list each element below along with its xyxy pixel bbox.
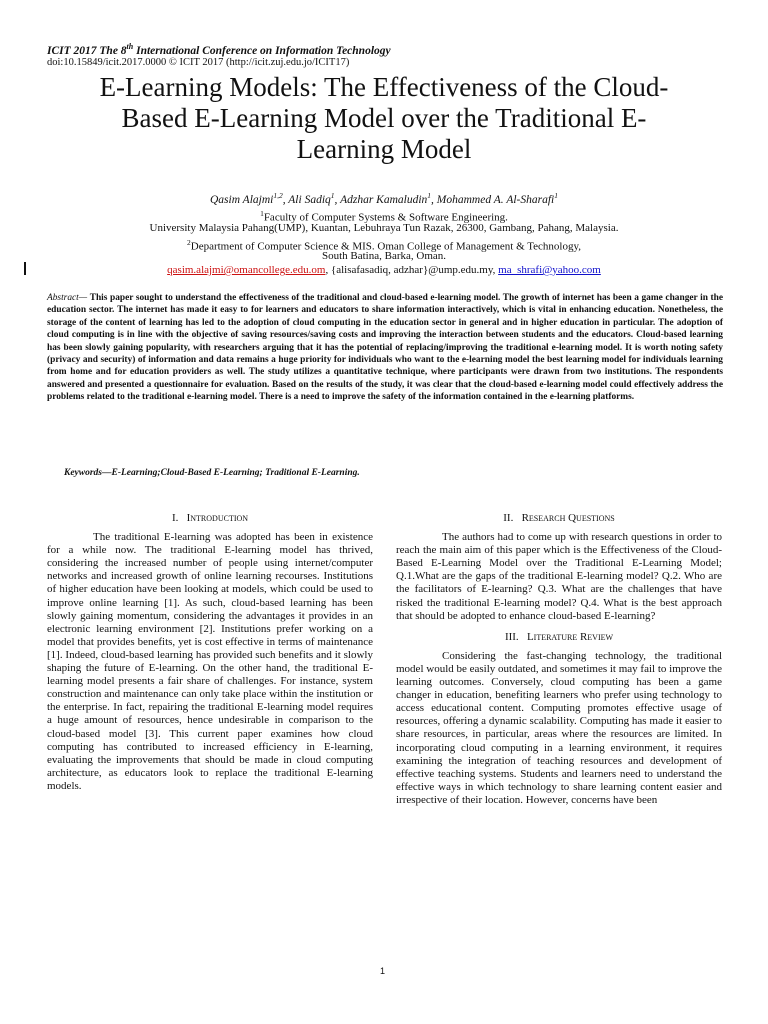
research-questions-paragraph: The authors had to come up with research questions in order to reach the main aim of this paper which is the Effectiveness of the Cloud-Based E-Learning Model over the Traditional E-Learning Model; Q.1.What are the gaps of the traditional E-learning model? Q.2. Who are the facilitators of E-learning? Q.3. What are the challenges that have risked the traditional E-learning model? Q.4. What is the best approach that should be adopted to enhance cloud-based E-learning? bbox=[396, 531, 722, 622]
paper-title bbox=[40, 72, 728, 165]
author-name: Qasim Alajmi bbox=[209, 193, 274, 206]
intro-paragraph: The traditional E-learning was adopted has been in existence for a while now. The traditional E-learning model has thrived, considering the increased number of people using internet/computer networks and increased growth of online learning recourses. Institutions of higher education have been looking at models, which could be used to improve online learning [1]. As such, cloud-based learning has been slowly gaining momentum, considering the advantages it provides in an electronic learning environment [2]. Institutions prefer working on a model that provides benefits, yet is cost effective in terms of maintenance [1]. Indeed, cloud-based learning has provided such benefits and it slowly shaping the future of E-learning. On the other hand, the traditional E-learning model presents a fair share of challenges. For instance, system construction and maintenance can only take place within the institution or the enterprise. In fact, repairing the traditional E-learning model requires a huge amount of resources, hence undesirable in comparison to the cloud-based model [3]. This current paper examines how cloud computing has contributed to increased efficiency in E-learning, evaluating the improvements that should be made in cloud computing architecture, as educators look to replace the traditional E-learning models. bbox=[47, 531, 373, 792]
text-cursor bbox=[24, 262, 26, 275]
affiliation-2: $^2$Department of Computer Science & MIS. Oman College of Management & Technology, bbox=[187, 238, 581, 253]
literature-paragraph: Considering the fast-changing technology, the traditional model would be easily outdated, and sometimes it may fail to improve the learning outcomes. Conversely, cloud computing has been a game changer in education, benefiting learners who prefer using technology to access educational content. Computing promotes effective usage of resources, offering a dynamic scalability. Computing has made it easier to share resources, in particular, areas where the resources are limited. In incorporating cloud computing in a learning environment, it requires examining the integration of teaching resources and development of effective teaching systems. Students and learners need to understand the effective ways in which technology to share learning content easier and irrespective of their location. However, concerns have been bbox=[396, 649, 722, 806]
email-link[interactable]: qasim.alajmi@omancollege.edu.om bbox=[167, 264, 326, 276]
page-number: 1 bbox=[380, 966, 386, 976]
author-name: Mohammed A. Al-Sharafi bbox=[436, 193, 555, 206]
title-line: Based E-Learning Model over the Traditional E- bbox=[121, 103, 647, 133]
right-column bbox=[396, 512, 722, 807]
conference-header: ICIT 2017 The 8th International Conference on Information Technology bbox=[47, 42, 391, 57]
doi-line: doi:10.15849/icit.2017.0000 © ICIT 2017 (http://icit.zuj.edu.jo/ICIT17) bbox=[47, 57, 350, 68]
email-link[interactable]: ma_shrafi@yahoo.com bbox=[498, 264, 601, 276]
abstract-label: Abstract bbox=[47, 293, 79, 303]
section-heading: III. Literature Review bbox=[504, 630, 614, 643]
abstract-text: This paper sought to understand the effectiveness of the traditional and cloud-based e-learning model. The growth of internet has been a game changer in the education sector. The internet has made it easy to for learners and educators to share information interactively, which is vital in enhancing education. Nonetheless, the storage of the content of learning has led to the adoption of cloud computing in the education sector in general and in higher education in particular. The adoption of cloud computing is in line with the objective of saving resources/saving costs and improving the interaction between students and the educators. Cloud-based learning has been slowly gaining popularity, with researchers arguing that it has the potential of replacing/improving the traditional e-learning model. It is worth noting safety (privacy and security) of information and data remains a huge priority for individuals who want to the e-learning model the best learning model for individuals learning from home and for education providers as well. The study utilizes a quantitative technique, where participants were drawn from two institutions. The respondents answered and presented a questionnaire for evaluation. Based on the results of the study, it was clear that the cloud-based e-learning model could effectively address the problems related to the traditional e-learning model. There is a need to improve the safety of the information contained in the e-learning platforms. bbox=[47, 293, 724, 403]
affiliation-1-address: University Malaysia Pahang(UMP), Kuantan, Lebuhraya Tun Razak, 26300, Gambang, Pahang, Malaysia. bbox=[149, 222, 619, 234]
section-heading: II. Research Questions bbox=[503, 512, 615, 524]
title-line: E-Learning Models: The Effectiveness of the Cloud- bbox=[99, 72, 669, 102]
left-column bbox=[47, 512, 373, 793]
title-line: Learning Model bbox=[296, 134, 472, 164]
author-name: Ali Sadiq bbox=[288, 193, 331, 206]
abstract: Abstract— This paper sought to understand the effectiveness of the traditional and cloud-based e-learning model. The growth of internet has been a game changer in the education sector. The internet has made it easy to for learners and educators to share information interactively, which is vital in enhancing education. Nonetheless, the storage of the content of learning has led to the adoption of cloud computing in the education sector in general and in higher education in particular. The adoption of cloud computing is in line with the objective of saving resources/saving costs and improving the interaction between students and the educators. Cloud-based learning has been slowly gaining popularity, with researchers arguing that it has the potential of replacing/improving the traditional e-learning model. It is worth noting safety (privacy and security) of information and data remains a huge priority for individuals who want to the e-learning model the best learning model for individuals learning from home and for education providers as well. The study utilizes a quantitative technique, where participants were drawn from two institutions. The respondents answered and presented a questionnaire for evaluation. Based on the results of the study, it was clear that the cloud-based e-learning model could effectively address the problems related to the traditional e-learning model. There is a need to improve the safety of the information contained in the e-learning platforms. bbox=[47, 293, 724, 403]
affiliation-2-address: South Batina, Barka, Oman. bbox=[321, 250, 447, 262]
keywords: Keywords—E-Learning;Cloud-Based E-Learning; Traditional E-Learning. bbox=[64, 468, 360, 478]
author-name: Adzhar Kamaludin bbox=[340, 193, 428, 206]
author-list: Qasim Alajmi$^{1,2}$, Ali Sadiq$^1$, Adzhar Kamaludin$^1$, Mohammed A. Al-Sharafi$^1$ bbox=[209, 191, 558, 206]
section-heading: I. Introduction bbox=[171, 512, 249, 524]
author-emails: qasim.alajmi@omancollege.edu.om, {alisafasadiq, adzhar}@ump.edu.my, ma_shrafi@yahoo.com bbox=[167, 264, 601, 276]
affiliation-1: $^1$Faculty of Computer Systems & Software Engineering. bbox=[260, 209, 508, 224]
